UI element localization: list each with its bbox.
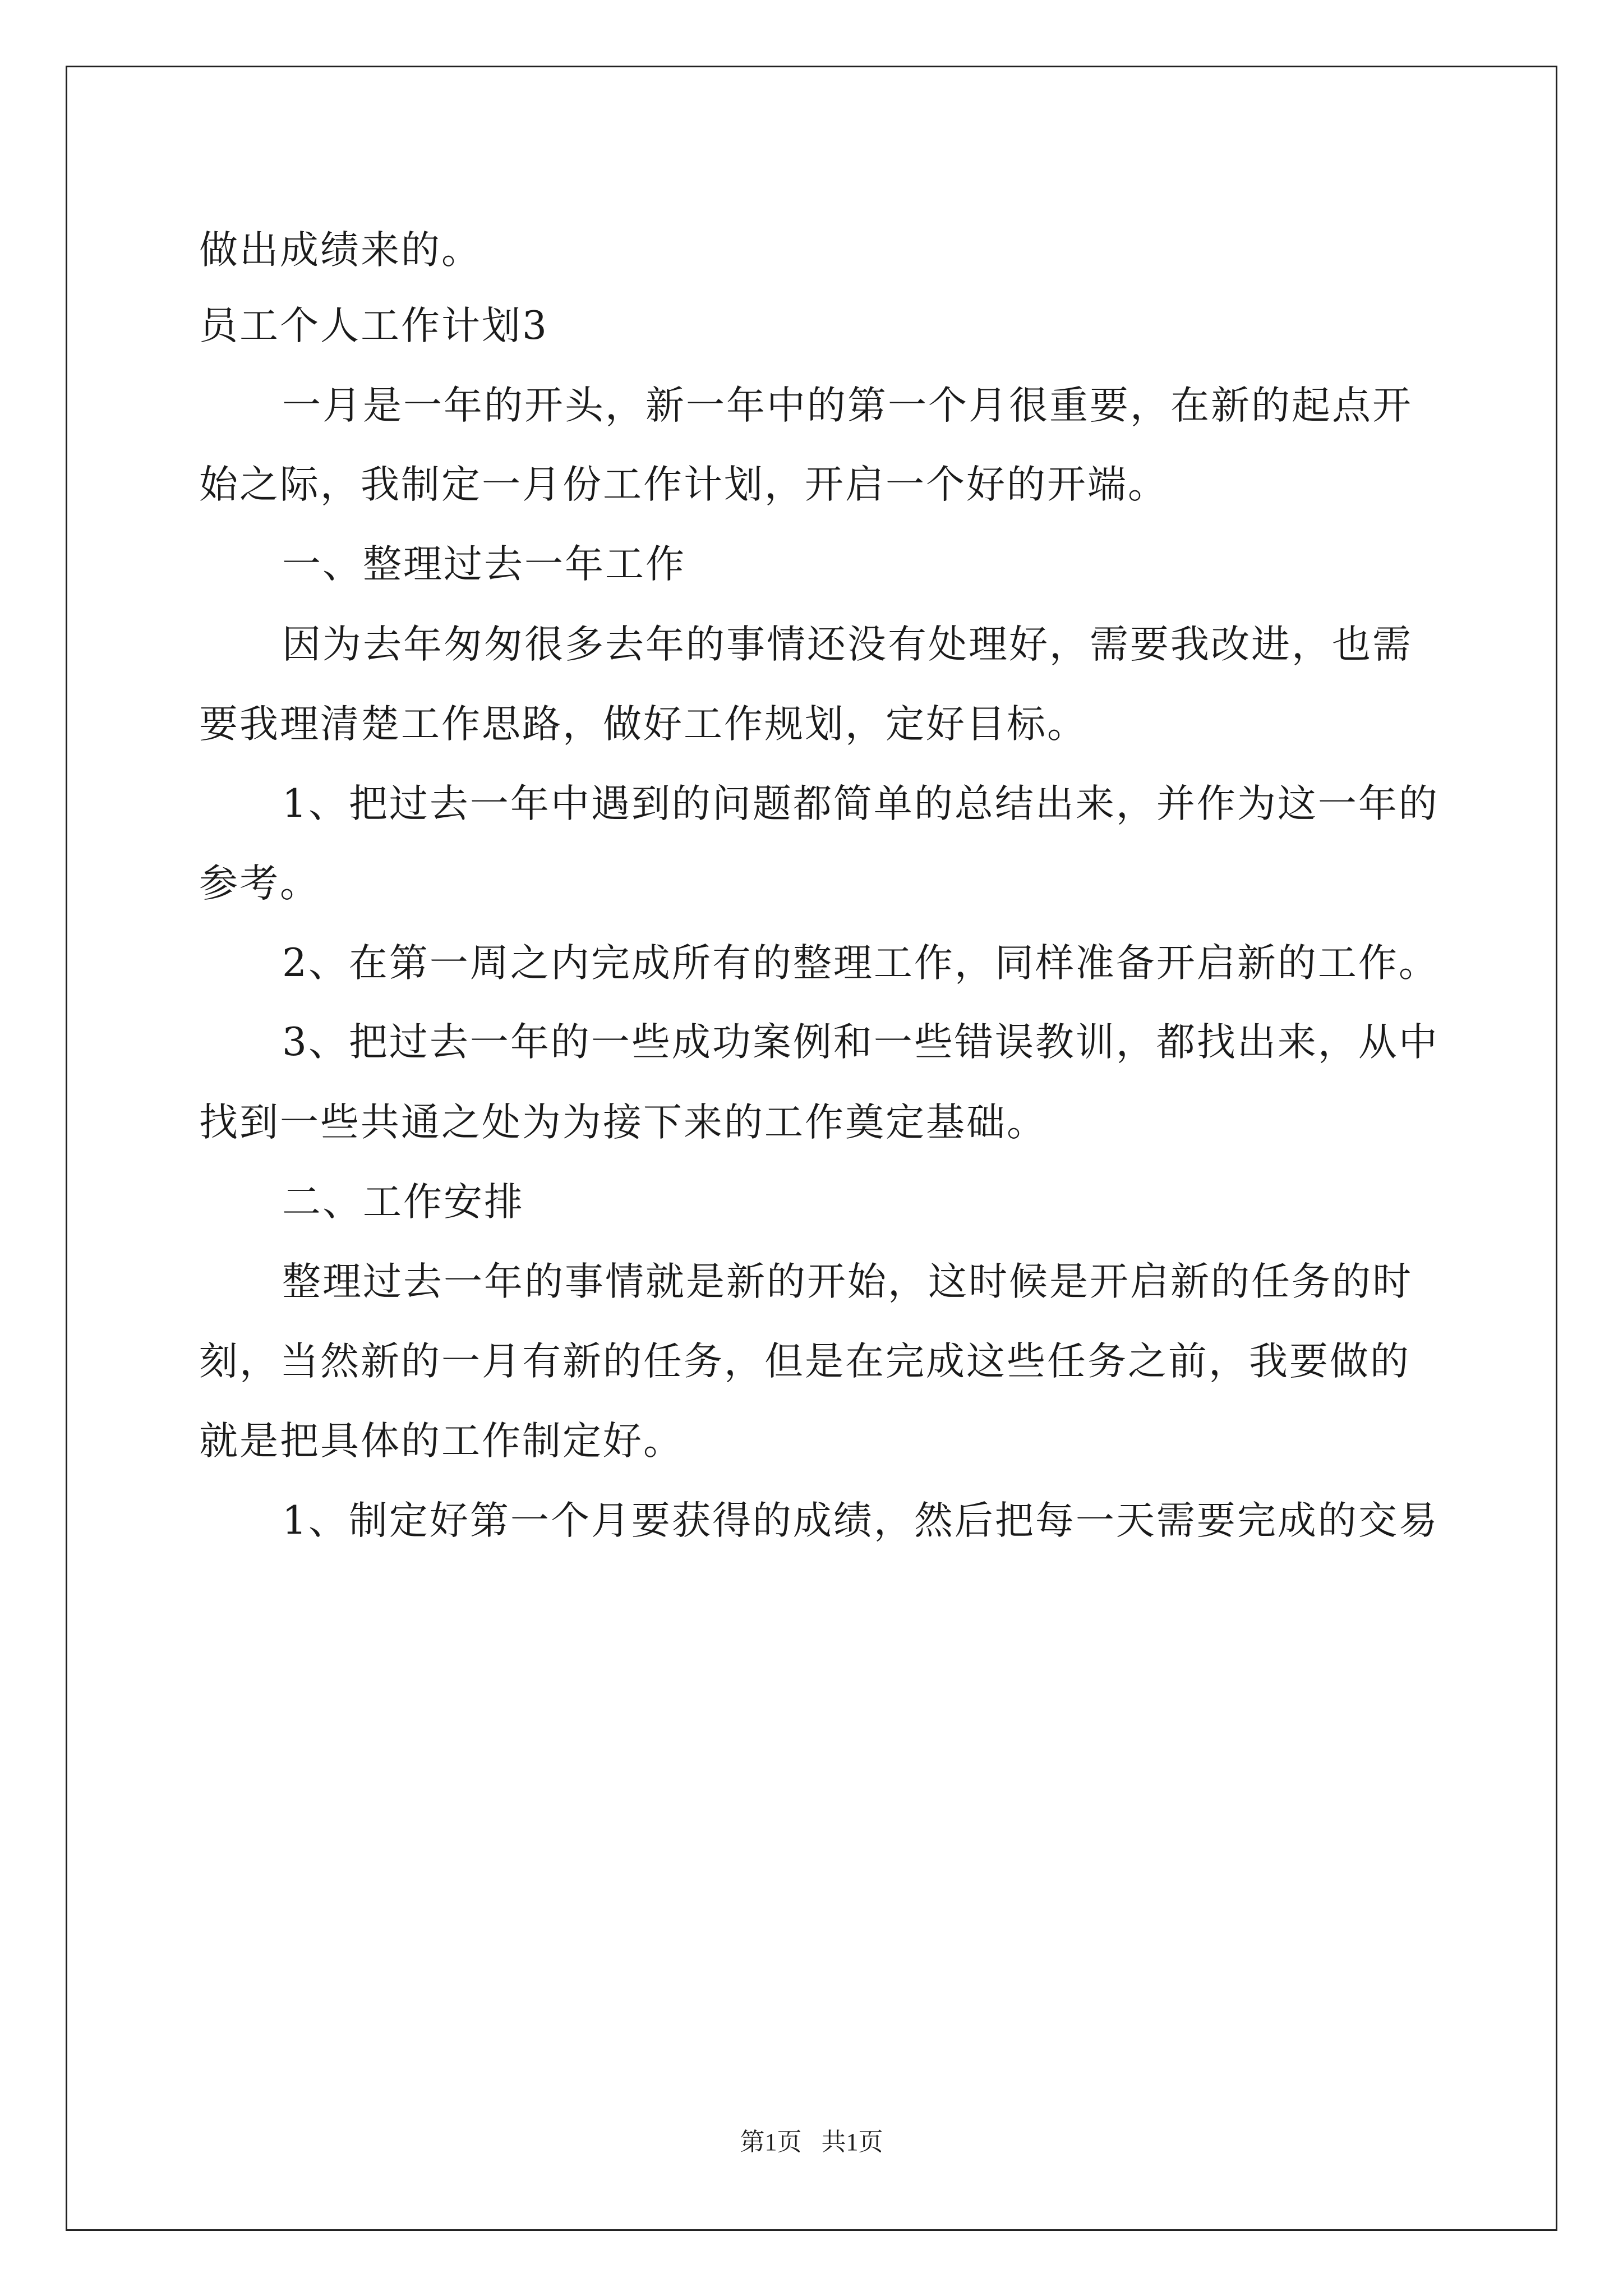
- list-item: 1、制定好第一个月要获得的成绩，然后把每一天需要完成的交易: [282, 1498, 1439, 1543]
- paragraph-line: 一月是一年的开头，新一年中的第一个月很重要，在新的起点开: [282, 383, 1413, 428]
- list-item: 2、在第一周之内完成所有的整理工作，同样准备开启新的工作。: [282, 941, 1439, 986]
- heading-line: 一、整理过去一年工作: [282, 542, 686, 587]
- page-number: 第1页: [740, 2128, 802, 2156]
- paragraph-line: 做出成绩来的。: [199, 228, 482, 273]
- paragraph-line: 要我理清楚工作思路，做好工作规划，定好目标。: [199, 702, 1087, 747]
- section-title: 员工个人工作计划3: [199, 303, 548, 348]
- list-item: 1、把过去一年中遇到的问题都简单的总结出来，并作为这一年的: [282, 781, 1439, 826]
- page-total: 共1页: [821, 2128, 883, 2156]
- paragraph-line: 找到一些共通之处为为接下来的工作奠定基础。: [199, 1100, 1047, 1145]
- paragraph-line: 整理过去一年的事情就是新的开始，这时候是开启新的任务的时: [282, 1259, 1413, 1304]
- paragraph-line: 刻，当然新的一月有新的任务，但是在完成这些任务之前，我要做的: [199, 1339, 1410, 1384]
- paragraph-line: 始之际，我制定一月份工作计划，开启一个好的开端。: [199, 462, 1168, 507]
- heading-line: 二、工作安排: [282, 1180, 524, 1225]
- paragraph-line: 因为去年匆匆很多去年的事情还没有处理好，需要我改进，也需: [282, 622, 1413, 667]
- list-item: 3、把过去一年的一些成功案例和一些错误教训，都找出来，从中: [282, 1020, 1439, 1065]
- paragraph-line: 就是把具体的工作制定好。: [199, 1419, 684, 1464]
- page-footer: [0, 2130, 1623, 2155]
- paragraph-line: 参考。: [199, 861, 320, 906]
